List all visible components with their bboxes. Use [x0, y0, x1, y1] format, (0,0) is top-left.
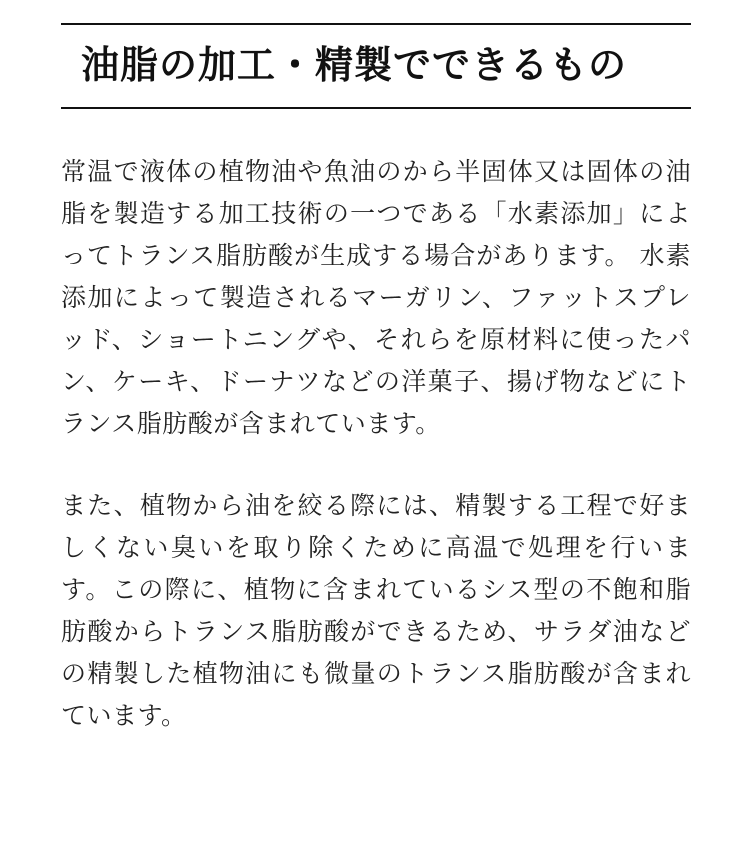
section-heading: 油脂の加工・精製でできるもの [81, 43, 628, 87]
paragraph-hydrogenation: 常温で液体の植物油や魚油のから半固体又は固体の油脂を製造する加工技術の一つである「水素添加」によってトランス脂肪酸が生成する場合があります。 水素添加によって製造されるマーガリン、ファットスプレッド、ショートニングや、それらを原材料に使ったパン、ケーキ、ドーナツなどの洋菓子、揚げ物などにトランス脂肪酸が含まれています。 [61, 157, 691, 438]
article [61, 23, 691, 777]
article-body [61, 151, 691, 737]
section-heading-box [61, 23, 691, 109]
paragraph-refining: また、植物から油を絞る際には、精製する工程で好ましくない臭いを取り除くために高温で処理を行います。この際に、植物に含まれているシス型の不飽和脂肪酸からトランス脂肪酸ができるため、サラダ油などの精製した植物油にも微量のトランス脂肪酸が含まれています。 [61, 491, 691, 730]
